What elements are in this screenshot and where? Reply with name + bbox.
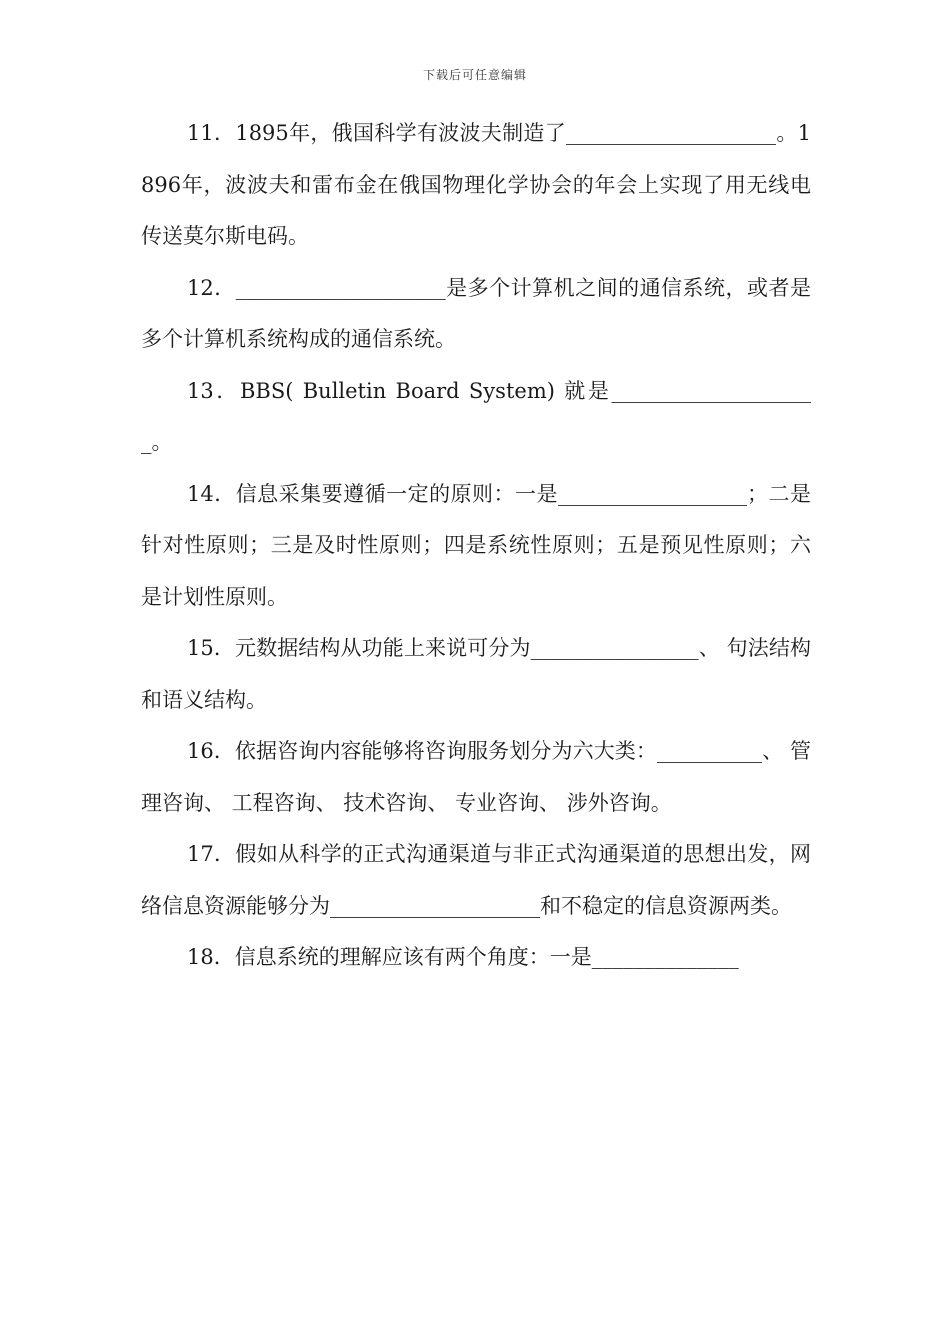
page-header-note: 下载后可任意编辑 bbox=[422, 68, 527, 82]
question-14: 14．信息采集要遵循一定的原则：一是__________________；二是针对性原则；三是及时性原则；四是系统性原则；五是预见性原则；六是计划性原则。 bbox=[141, 481, 811, 609]
question-16: 16．依据咨询内容能够将咨询服务划分为六大类：__________、 管理咨询、 工程咨询、 技术咨询、 专业咨询、 涉外咨询。 bbox=[141, 739, 811, 815]
question-17: 17．假如从科学的正式沟通渠道与非正式沟通渠道的思想出发，网络信息资源能够分为____________________和不稳定的信息资源两类。 bbox=[141, 842, 811, 918]
question-list bbox=[141, 108, 811, 984]
question-12: 12．____________________是多个计算机之间的通信系统，或者是多个计算机系统构成的通信系统。 bbox=[141, 275, 811, 351]
question-13: 13．BBS( Bulletin Board System) 就是____________________。 bbox=[141, 378, 811, 454]
question-18: 18．信息系统的理解应该有两个角度：一是______________ bbox=[187, 945, 739, 969]
question-15: 15．元数据结构从功能上来说可分为________________、 句法结构和语义结构。 bbox=[141, 636, 811, 712]
question-11: 11．1895年，俄国科学有波波夫制造了____________________。1896年，波波夫和雷布金在俄国物理化学协会的年会上实现了用无线电传送莫尔斯电码。 bbox=[141, 121, 811, 248]
